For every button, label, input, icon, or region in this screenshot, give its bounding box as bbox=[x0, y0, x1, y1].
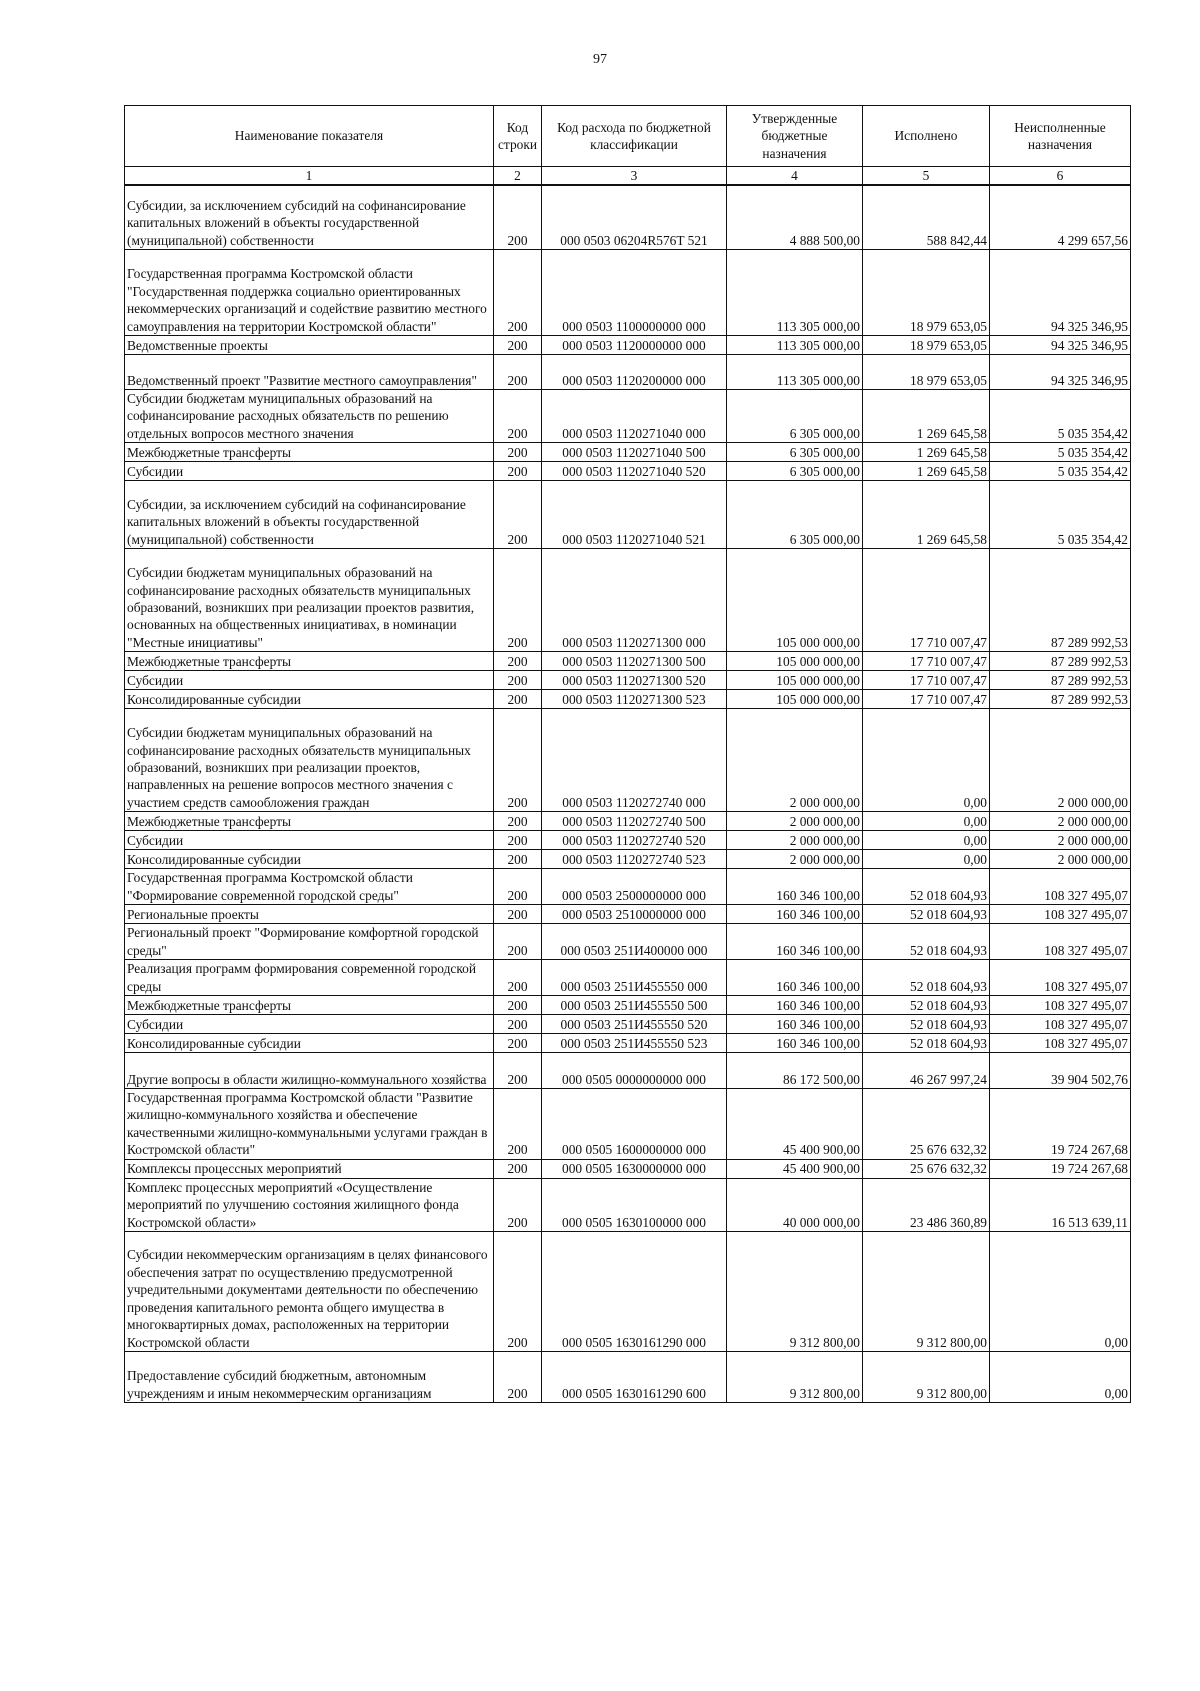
row-name: Ведомственный проект "Развитие местного самоуправления" bbox=[125, 354, 494, 389]
table-row bbox=[125, 690, 1131, 709]
table-row bbox=[125, 924, 1131, 960]
row-name: Субсидии бюджетам муниципальных образований на софинансирование расходных обязательств по решению отдельных вопросов местного значения bbox=[125, 389, 494, 442]
row-name: Государственная программа Костромской области "Государственная поддержка социально ориентированных некоммерческих организаций и содействие развитию местного самоуправления на территории Костромской области" bbox=[125, 249, 494, 335]
row-line-code: 200 bbox=[494, 443, 542, 462]
row-name: Государственная программа Костромской области "Формирование современной городской среды" bbox=[125, 869, 494, 905]
row-unexecuted-amount: 108 327 495,07 bbox=[990, 996, 1131, 1015]
row-line-code: 200 bbox=[494, 1178, 542, 1231]
table-row bbox=[125, 354, 1131, 389]
table-row bbox=[125, 709, 1131, 812]
header-expense-code: Код расхода по бюджетной классификации bbox=[542, 106, 727, 167]
row-executed-amount: 9 312 800,00 bbox=[863, 1231, 990, 1351]
row-approved-amount: 160 346 100,00 bbox=[727, 924, 863, 960]
row-line-code: 200 bbox=[494, 549, 542, 652]
row-name: Другие вопросы в области жилищно-коммунального хозяйства bbox=[125, 1053, 494, 1089]
table-row bbox=[125, 1034, 1131, 1053]
table-row bbox=[125, 1053, 1131, 1089]
column-number: 4 bbox=[727, 167, 863, 186]
row-name: Реализация программ формирования современной городской среды bbox=[125, 960, 494, 996]
row-name: Субсидии bbox=[125, 831, 494, 850]
table-row bbox=[125, 671, 1131, 690]
row-line-code: 200 bbox=[494, 924, 542, 960]
row-name: Субсидии bbox=[125, 462, 494, 481]
row-line-code: 200 bbox=[494, 831, 542, 850]
row-line-code: 200 bbox=[494, 389, 542, 442]
row-approved-amount: 6 305 000,00 bbox=[727, 443, 863, 462]
header-unexecuted: Неисполненные назначения bbox=[990, 106, 1131, 167]
table-row bbox=[125, 850, 1131, 869]
row-unexecuted-amount: 5 035 354,42 bbox=[990, 481, 1131, 549]
row-line-code: 200 bbox=[494, 905, 542, 924]
table-row bbox=[125, 549, 1131, 652]
row-name: Субсидии бюджетам муниципальных образований на софинансирование расходных обязательств муниципальных образований, возникших при реализации проектов, направленных на решение вопросов местного значения с участием средств самообложения граждан bbox=[125, 709, 494, 812]
row-line-code: 200 bbox=[494, 671, 542, 690]
row-executed-amount: 52 018 604,93 bbox=[863, 905, 990, 924]
row-unexecuted-amount: 2 000 000,00 bbox=[990, 812, 1131, 831]
table-row bbox=[125, 335, 1131, 354]
row-executed-amount: 9 312 800,00 bbox=[863, 1351, 990, 1402]
row-approved-amount: 2 000 000,00 bbox=[727, 709, 863, 812]
row-executed-amount: 18 979 653,05 bbox=[863, 354, 990, 389]
row-unexecuted-amount: 108 327 495,07 bbox=[990, 960, 1131, 996]
row-unexecuted-amount: 94 325 346,95 bbox=[990, 354, 1131, 389]
row-line-code: 200 bbox=[494, 1089, 542, 1160]
row-name: Межбюджетные трансферты bbox=[125, 812, 494, 831]
column-number: 5 bbox=[863, 167, 990, 186]
row-executed-amount: 588 842,44 bbox=[863, 185, 990, 249]
row-approved-amount: 4 888 500,00 bbox=[727, 185, 863, 249]
row-name: Комплекс процессных мероприятий «Осуществление мероприятий по улучшению состояния жилищного фонда Костромской области» bbox=[125, 1178, 494, 1231]
row-expense-code: 000 0505 1630161290 600 bbox=[542, 1351, 727, 1402]
row-line-code: 200 bbox=[494, 249, 542, 335]
row-expense-code: 000 0503 1100000000 000 bbox=[542, 249, 727, 335]
row-expense-code: 000 0505 1630100000 000 bbox=[542, 1178, 727, 1231]
row-executed-amount: 1 269 645,58 bbox=[863, 389, 990, 442]
row-expense-code: 000 0503 251И455550 520 bbox=[542, 1015, 727, 1034]
row-expense-code: 000 0503 1120271040 521 bbox=[542, 481, 727, 549]
row-name: Межбюджетные трансферты bbox=[125, 443, 494, 462]
row-approved-amount: 9 312 800,00 bbox=[727, 1351, 863, 1402]
row-approved-amount: 6 305 000,00 bbox=[727, 481, 863, 549]
row-name: Субсидии бюджетам муниципальных образований на софинансирование расходных обязательств муниципальных образований, возникших при реализации проектов развития, основанных на общественных инициативах, в номинации "Местные инициативы" bbox=[125, 549, 494, 652]
row-unexecuted-amount: 0,00 bbox=[990, 1231, 1131, 1351]
table-row bbox=[125, 1231, 1131, 1351]
row-approved-amount: 6 305 000,00 bbox=[727, 462, 863, 481]
row-executed-amount: 17 710 007,47 bbox=[863, 652, 990, 671]
row-name: Субсидии некоммерческим организациям в целях финансового обеспечения затрат по осуществлению предусмотренной учредительными документами деятельности по обеспечению проведения капитального ремонта общего имущества в многоквартирных домах, расположенных на территории Костромской области bbox=[125, 1231, 494, 1351]
row-executed-amount: 1 269 645,58 bbox=[863, 481, 990, 549]
row-approved-amount: 9 312 800,00 bbox=[727, 1231, 863, 1351]
row-expense-code: 000 0503 1120271300 520 bbox=[542, 671, 727, 690]
row-expense-code: 000 0503 1120272740 520 bbox=[542, 831, 727, 850]
row-name: Консолидированные субсидии bbox=[125, 690, 494, 709]
header-indicator-name: Наименование показателя bbox=[125, 106, 494, 167]
row-name: Межбюджетные трансферты bbox=[125, 996, 494, 1015]
row-approved-amount: 160 346 100,00 bbox=[727, 905, 863, 924]
row-approved-amount: 105 000 000,00 bbox=[727, 652, 863, 671]
row-expense-code: 000 0503 1120000000 000 bbox=[542, 335, 727, 354]
row-line-code: 200 bbox=[494, 690, 542, 709]
row-executed-amount: 1 269 645,58 bbox=[863, 462, 990, 481]
row-unexecuted-amount: 94 325 346,95 bbox=[990, 335, 1131, 354]
row-expense-code: 000 0503 2500000000 000 bbox=[542, 869, 727, 905]
row-line-code: 200 bbox=[494, 869, 542, 905]
row-approved-amount: 6 305 000,00 bbox=[727, 389, 863, 442]
header-row bbox=[125, 106, 1131, 167]
row-expense-code: 000 0503 1120271040 000 bbox=[542, 389, 727, 442]
table-row bbox=[125, 996, 1131, 1015]
row-executed-amount: 52 018 604,93 bbox=[863, 869, 990, 905]
row-approved-amount: 2 000 000,00 bbox=[727, 831, 863, 850]
row-executed-amount: 23 486 360,89 bbox=[863, 1178, 990, 1231]
row-name: Консолидированные субсидии bbox=[125, 1034, 494, 1053]
column-number-row bbox=[125, 167, 1131, 186]
table-row bbox=[125, 389, 1131, 442]
row-executed-amount: 1 269 645,58 bbox=[863, 443, 990, 462]
row-unexecuted-amount: 87 289 992,53 bbox=[990, 690, 1131, 709]
table-row bbox=[125, 1159, 1131, 1178]
row-unexecuted-amount: 108 327 495,07 bbox=[990, 1034, 1131, 1053]
header-approved: Утвержденные бюджетные назначения bbox=[727, 106, 863, 167]
row-executed-amount: 0,00 bbox=[863, 831, 990, 850]
row-unexecuted-amount: 5 035 354,42 bbox=[990, 443, 1131, 462]
row-unexecuted-amount: 108 327 495,07 bbox=[990, 905, 1131, 924]
row-line-code: 200 bbox=[494, 709, 542, 812]
table-row bbox=[125, 831, 1131, 850]
budget-report-table bbox=[124, 105, 1131, 1403]
row-unexecuted-amount: 87 289 992,53 bbox=[990, 549, 1131, 652]
row-unexecuted-amount: 2 000 000,00 bbox=[990, 850, 1131, 869]
row-expense-code: 000 0503 1120272740 500 bbox=[542, 812, 727, 831]
row-name: Комплексы процессных мероприятий bbox=[125, 1159, 494, 1178]
row-expense-code: 000 0503 1120200000 000 bbox=[542, 354, 727, 389]
row-expense-code: 000 0503 251И455550 523 bbox=[542, 1034, 727, 1053]
row-unexecuted-amount: 39 904 502,76 bbox=[990, 1053, 1131, 1089]
row-approved-amount: 113 305 000,00 bbox=[727, 335, 863, 354]
row-expense-code: 000 0503 251И455550 500 bbox=[542, 996, 727, 1015]
row-line-code: 200 bbox=[494, 1015, 542, 1034]
row-executed-amount: 0,00 bbox=[863, 812, 990, 831]
row-unexecuted-amount: 16 513 639,11 bbox=[990, 1178, 1131, 1231]
table-row bbox=[125, 1089, 1131, 1160]
row-name: Консолидированные субсидии bbox=[125, 850, 494, 869]
table-body bbox=[125, 185, 1131, 1402]
row-expense-code: 000 0503 1120272740 523 bbox=[542, 850, 727, 869]
row-executed-amount: 52 018 604,93 bbox=[863, 924, 990, 960]
row-line-code: 200 bbox=[494, 1231, 542, 1351]
table-row bbox=[125, 905, 1131, 924]
row-line-code: 200 bbox=[494, 185, 542, 249]
row-name: Региональные проекты bbox=[125, 905, 494, 924]
table-row bbox=[125, 812, 1131, 831]
row-unexecuted-amount: 108 327 495,07 bbox=[990, 924, 1131, 960]
row-unexecuted-amount: 2 000 000,00 bbox=[990, 831, 1131, 850]
row-expense-code: 000 0505 1630000000 000 bbox=[542, 1159, 727, 1178]
row-line-code: 200 bbox=[494, 996, 542, 1015]
row-name: Субсидии bbox=[125, 1015, 494, 1034]
row-unexecuted-amount: 108 327 495,07 bbox=[990, 1015, 1131, 1034]
row-approved-amount: 113 305 000,00 bbox=[727, 354, 863, 389]
row-executed-amount: 52 018 604,93 bbox=[863, 1034, 990, 1053]
row-executed-amount: 17 710 007,47 bbox=[863, 549, 990, 652]
row-name: Государственная программа Костромской области "Развитие жилищно-коммунального хозяйства и обеспечение качественными жилищно-коммунальными услугами граждан в Костромской области" bbox=[125, 1089, 494, 1160]
row-expense-code: 000 0503 1120271040 520 bbox=[542, 462, 727, 481]
row-unexecuted-amount: 87 289 992,53 bbox=[990, 652, 1131, 671]
row-line-code: 200 bbox=[494, 850, 542, 869]
table-row bbox=[125, 652, 1131, 671]
row-line-code: 200 bbox=[494, 1159, 542, 1178]
row-line-code: 200 bbox=[494, 335, 542, 354]
row-line-code: 200 bbox=[494, 960, 542, 996]
row-line-code: 200 bbox=[494, 812, 542, 831]
row-unexecuted-amount: 94 325 346,95 bbox=[990, 249, 1131, 335]
row-expense-code: 000 0505 1600000000 000 bbox=[542, 1089, 727, 1160]
row-executed-amount: 18 979 653,05 bbox=[863, 249, 990, 335]
row-executed-amount: 17 710 007,47 bbox=[863, 671, 990, 690]
row-executed-amount: 52 018 604,93 bbox=[863, 960, 990, 996]
row-expense-code: 000 0503 1120271300 523 bbox=[542, 690, 727, 709]
row-name: Региональный проект "Формирование комфортной городской среды" bbox=[125, 924, 494, 960]
row-approved-amount: 160 346 100,00 bbox=[727, 960, 863, 996]
row-expense-code: 000 0503 251И400000 000 bbox=[542, 924, 727, 960]
row-unexecuted-amount: 19 724 267,68 bbox=[990, 1159, 1131, 1178]
row-approved-amount: 86 172 500,00 bbox=[727, 1053, 863, 1089]
table-row bbox=[125, 960, 1131, 996]
table-row bbox=[125, 869, 1131, 905]
table-row bbox=[125, 249, 1131, 335]
table-row bbox=[125, 1178, 1131, 1231]
row-unexecuted-amount: 19 724 267,68 bbox=[990, 1089, 1131, 1160]
row-executed-amount: 0,00 bbox=[863, 709, 990, 812]
row-line-code: 200 bbox=[494, 1053, 542, 1089]
row-approved-amount: 160 346 100,00 bbox=[727, 869, 863, 905]
table-row bbox=[125, 1015, 1131, 1034]
row-expense-code: 000 0505 0000000000 000 bbox=[542, 1053, 727, 1089]
row-unexecuted-amount: 0,00 bbox=[990, 1351, 1131, 1402]
table-header bbox=[125, 106, 1131, 186]
row-approved-amount: 40 000 000,00 bbox=[727, 1178, 863, 1231]
row-name: Ведомственные проекты bbox=[125, 335, 494, 354]
table-row bbox=[125, 481, 1131, 549]
row-unexecuted-amount: 87 289 992,53 bbox=[990, 671, 1131, 690]
table-row bbox=[125, 443, 1131, 462]
column-number: 6 bbox=[990, 167, 1131, 186]
row-name: Субсидии bbox=[125, 671, 494, 690]
row-executed-amount: 0,00 bbox=[863, 850, 990, 869]
column-number: 3 bbox=[542, 167, 727, 186]
row-line-code: 200 bbox=[494, 462, 542, 481]
row-approved-amount: 113 305 000,00 bbox=[727, 249, 863, 335]
row-expense-code: 000 0505 1630161290 000 bbox=[542, 1231, 727, 1351]
table-row bbox=[125, 185, 1131, 249]
row-unexecuted-amount: 5 035 354,42 bbox=[990, 389, 1131, 442]
table-row bbox=[125, 462, 1131, 481]
row-expense-code: 000 0503 1120271300 500 bbox=[542, 652, 727, 671]
table-row bbox=[125, 1351, 1131, 1402]
row-approved-amount: 2 000 000,00 bbox=[727, 812, 863, 831]
row-name: Субсидии, за исключением субсидий на софинансирование капитальных вложений в объекты государственной (муниципальной) собственности bbox=[125, 185, 494, 249]
row-approved-amount: 45 400 900,00 bbox=[727, 1089, 863, 1160]
row-line-code: 200 bbox=[494, 652, 542, 671]
row-executed-amount: 46 267 997,24 bbox=[863, 1053, 990, 1089]
row-approved-amount: 105 000 000,00 bbox=[727, 549, 863, 652]
row-expense-code: 000 0503 1120272740 000 bbox=[542, 709, 727, 812]
row-approved-amount: 105 000 000,00 bbox=[727, 671, 863, 690]
row-approved-amount: 160 346 100,00 bbox=[727, 996, 863, 1015]
row-expense-code: 000 0503 1120271040 500 bbox=[542, 443, 727, 462]
row-unexecuted-amount: 4 299 657,56 bbox=[990, 185, 1131, 249]
row-executed-amount: 17 710 007,47 bbox=[863, 690, 990, 709]
row-executed-amount: 18 979 653,05 bbox=[863, 335, 990, 354]
row-unexecuted-amount: 5 035 354,42 bbox=[990, 462, 1131, 481]
header-executed: Исполнено bbox=[863, 106, 990, 167]
row-line-code: 200 bbox=[494, 1351, 542, 1402]
page-number: 97 bbox=[593, 52, 607, 67]
row-executed-amount: 52 018 604,93 bbox=[863, 1015, 990, 1034]
row-name: Межбюджетные трансферты bbox=[125, 652, 494, 671]
row-executed-amount: 25 676 632,32 bbox=[863, 1089, 990, 1160]
row-approved-amount: 45 400 900,00 bbox=[727, 1159, 863, 1178]
row-name: Субсидии, за исключением субсидий на софинансирование капитальных вложений в объекты государственной (муниципальной) собственности bbox=[125, 481, 494, 549]
column-number: 1 bbox=[125, 167, 494, 186]
row-line-code: 200 bbox=[494, 1034, 542, 1053]
row-name: Предоставление субсидий бюджетным, автономным учреждениям и иным некоммерческим организациям bbox=[125, 1351, 494, 1402]
row-executed-amount: 25 676 632,32 bbox=[863, 1159, 990, 1178]
row-expense-code: 000 0503 2510000000 000 bbox=[542, 905, 727, 924]
row-unexecuted-amount: 108 327 495,07 bbox=[990, 869, 1131, 905]
row-approved-amount: 105 000 000,00 bbox=[727, 690, 863, 709]
row-expense-code: 000 0503 1120271300 000 bbox=[542, 549, 727, 652]
row-expense-code: 000 0503 251И455550 000 bbox=[542, 960, 727, 996]
row-expense-code: 000 0503 06204R576T 521 bbox=[542, 185, 727, 249]
row-approved-amount: 2 000 000,00 bbox=[727, 850, 863, 869]
row-executed-amount: 52 018 604,93 bbox=[863, 996, 990, 1015]
row-unexecuted-amount: 2 000 000,00 bbox=[990, 709, 1131, 812]
row-approved-amount: 160 346 100,00 bbox=[727, 1034, 863, 1053]
row-line-code: 200 bbox=[494, 354, 542, 389]
column-number: 2 bbox=[494, 167, 542, 186]
header-line-code: Код строки bbox=[494, 106, 542, 167]
row-line-code: 200 bbox=[494, 481, 542, 549]
row-approved-amount: 160 346 100,00 bbox=[727, 1015, 863, 1034]
